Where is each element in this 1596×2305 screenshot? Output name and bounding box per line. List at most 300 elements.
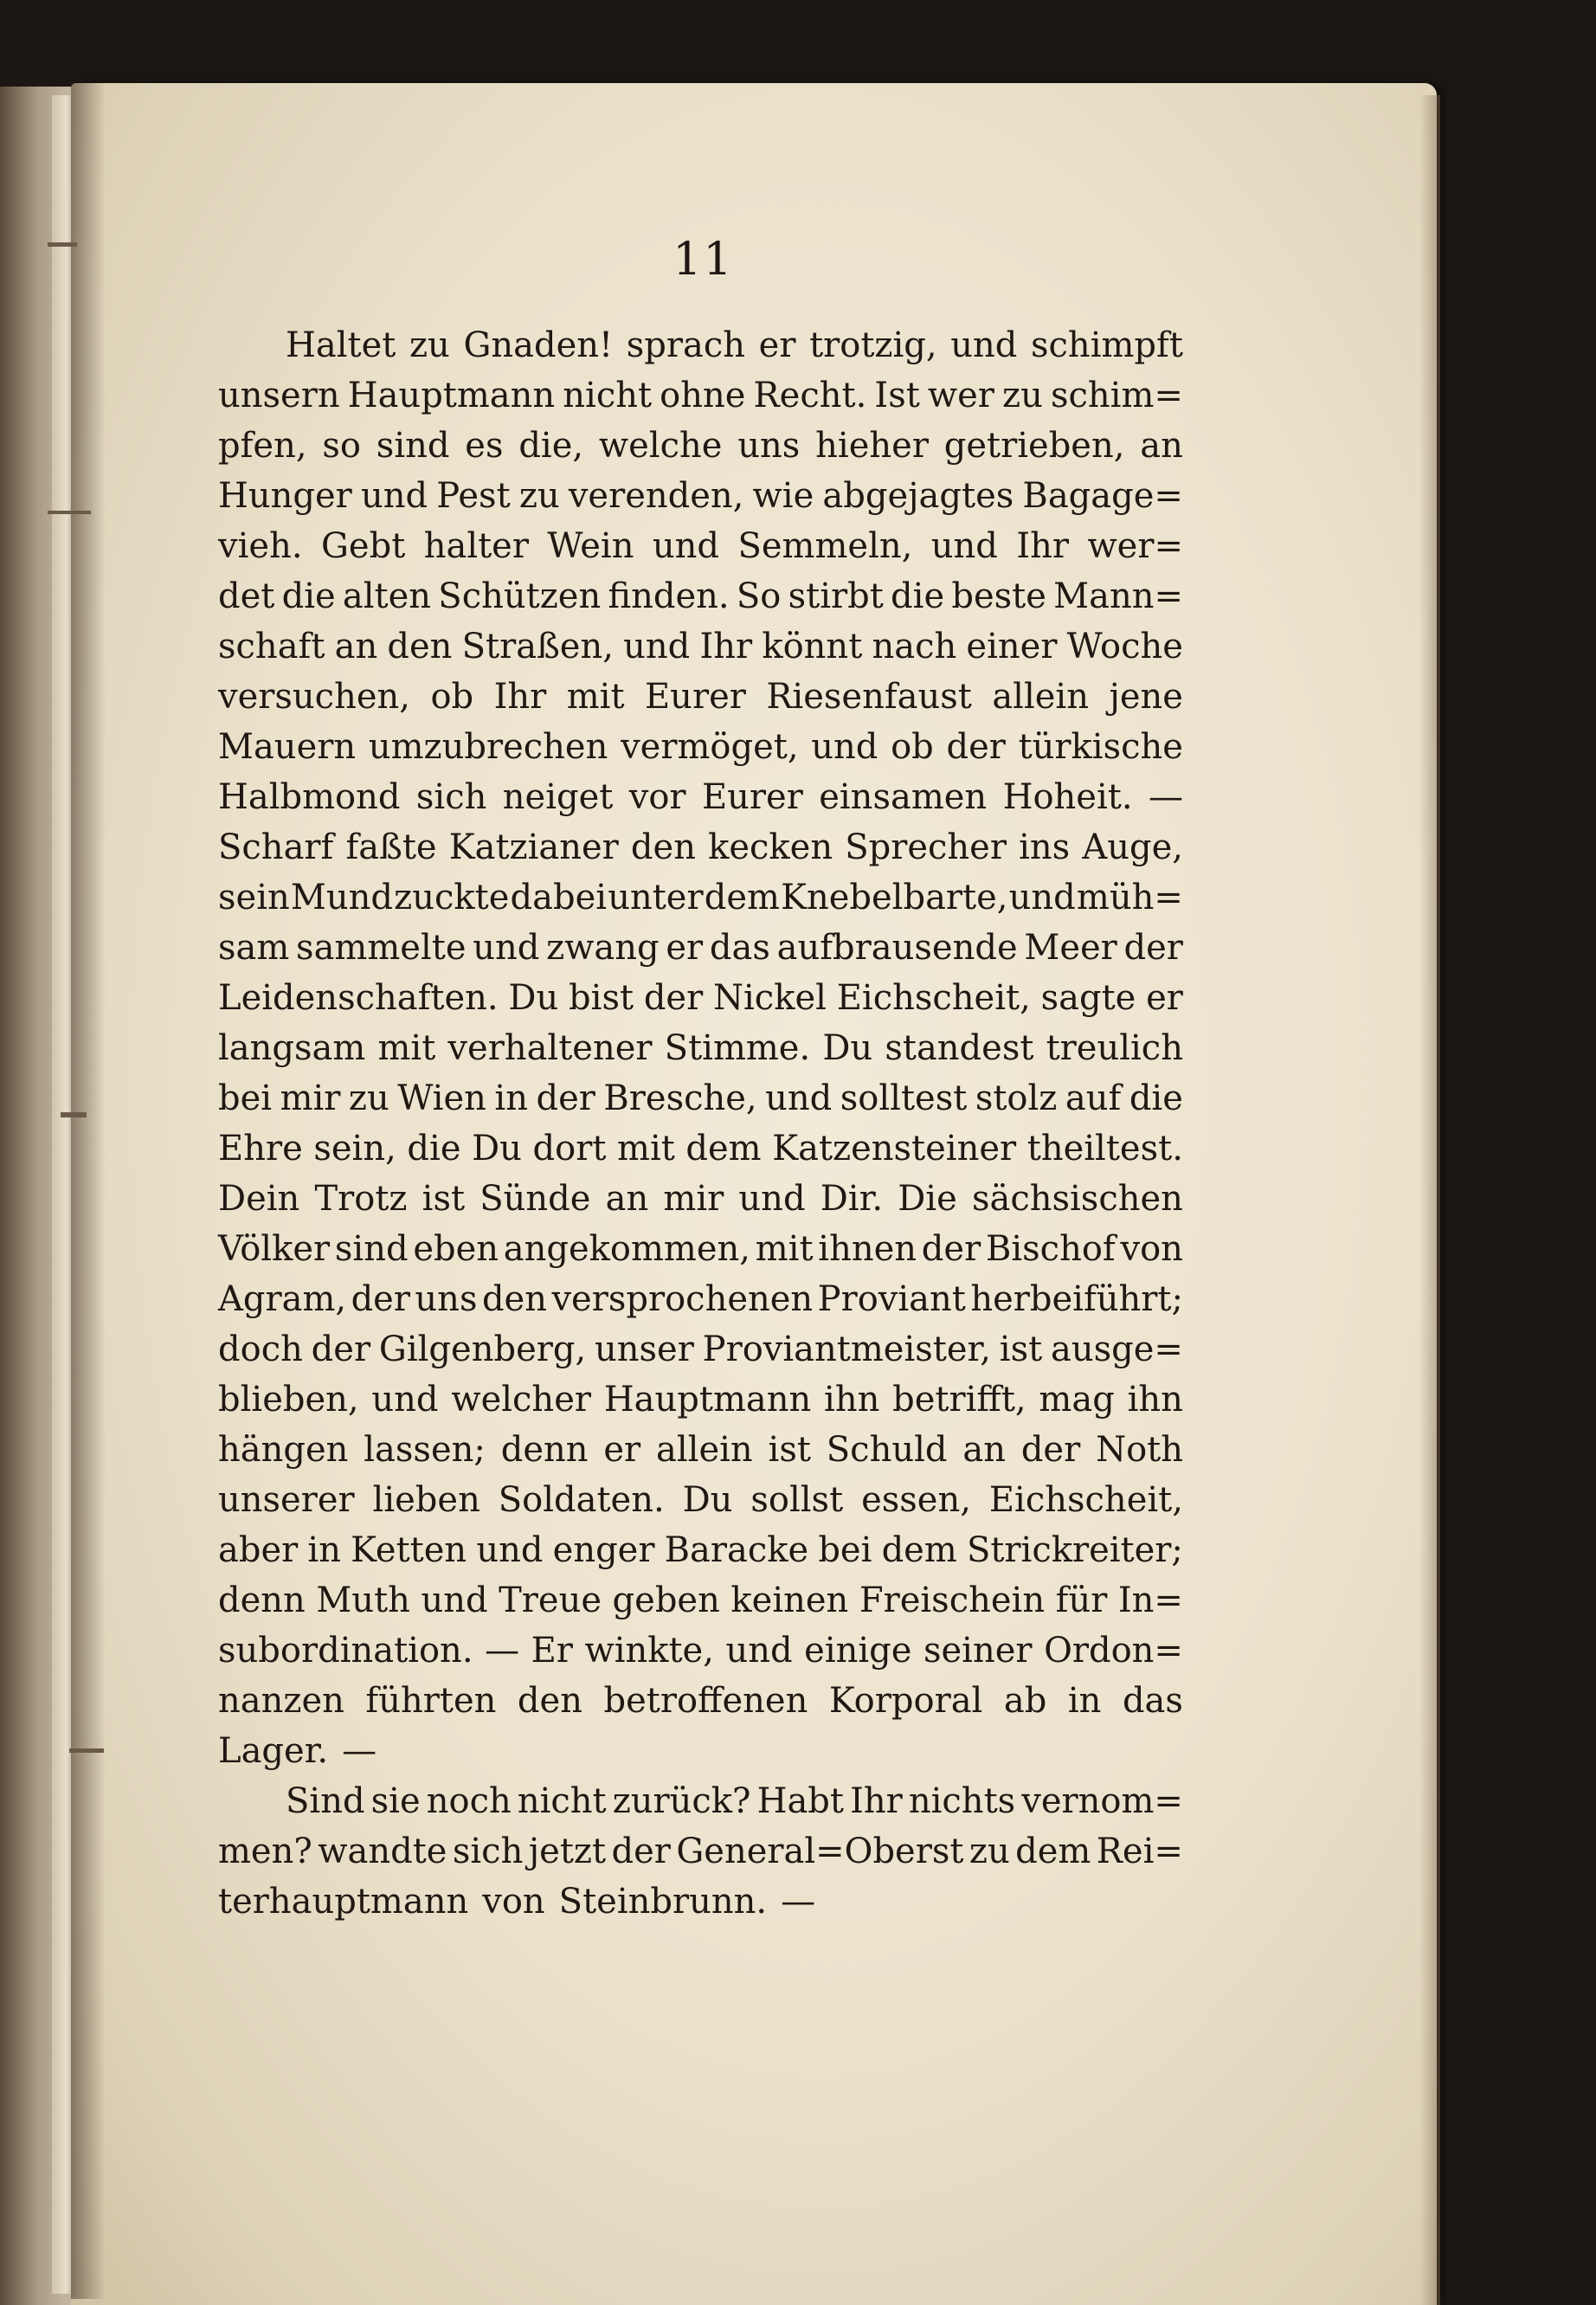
text-word: zuckte xyxy=(394,878,510,917)
text-word: er xyxy=(758,325,796,365)
text-word: sind xyxy=(376,426,450,466)
text-line xyxy=(218,1525,1183,1575)
text-word: mir xyxy=(280,1078,341,1118)
text-word: Gnaden! xyxy=(463,325,614,365)
text-word: der xyxy=(1020,1430,1081,1470)
text-word: unsern xyxy=(218,376,340,415)
text-word: — xyxy=(1148,777,1183,817)
text-word: ist xyxy=(422,1179,466,1219)
text-line xyxy=(218,571,1183,621)
text-word: hieher xyxy=(815,426,929,466)
text-word: an xyxy=(334,627,378,666)
text-word: jetzt xyxy=(528,1832,607,1871)
text-word: türkische xyxy=(1018,727,1183,767)
text-word: pfen, xyxy=(218,426,307,466)
text-word: von xyxy=(1120,1229,1183,1269)
text-word: vieh. xyxy=(218,526,303,566)
text-word: den xyxy=(630,827,696,867)
text-word: aufbrausende xyxy=(776,928,1018,968)
text-line xyxy=(218,1174,1183,1224)
text-line xyxy=(218,471,1183,521)
text-word: es xyxy=(465,426,504,466)
text-word: er xyxy=(666,928,704,968)
text-word: Woche xyxy=(1066,627,1183,666)
text-word: trotzig, xyxy=(809,325,937,365)
text-line xyxy=(218,722,1183,772)
text-word: einige xyxy=(804,1631,912,1671)
text-word: keinen xyxy=(730,1581,849,1620)
text-word: Bagage= xyxy=(1022,476,1183,516)
text-word: welcher xyxy=(451,1380,591,1420)
text-line xyxy=(218,772,1183,822)
text-word: noch xyxy=(426,1781,512,1821)
text-word: und xyxy=(360,476,428,516)
text-word: Muth xyxy=(316,1581,410,1620)
body-text xyxy=(218,320,1183,1927)
text-word: schim= xyxy=(1050,376,1183,415)
text-word: bei xyxy=(218,1078,273,1118)
text-word: ab xyxy=(1003,1681,1047,1721)
text-word: vermöget, xyxy=(621,727,799,767)
text-word: Dein xyxy=(218,1179,300,1219)
text-word: subordination. xyxy=(218,1631,473,1671)
text-word: Mauern xyxy=(218,727,357,767)
text-word: Habt xyxy=(756,1781,844,1821)
text-word: Schützen xyxy=(438,576,602,616)
text-word: Schuld xyxy=(826,1430,948,1470)
text-word: angekommen, xyxy=(503,1229,750,1269)
text-word: in xyxy=(494,1078,528,1118)
text-word: Trotz xyxy=(314,1179,408,1219)
text-word: er xyxy=(603,1430,641,1470)
text-word: vernom= xyxy=(1021,1781,1183,1821)
text-word: — xyxy=(485,1631,520,1671)
text-word: Ehre xyxy=(218,1129,303,1169)
text-word: und xyxy=(725,1631,793,1671)
text-word: Er xyxy=(531,1631,573,1671)
binding-thread-mark xyxy=(69,1748,104,1753)
text-word: unser xyxy=(595,1330,694,1369)
text-word: Halbmond xyxy=(218,777,401,817)
text-word: aber xyxy=(218,1530,299,1570)
text-word: Treue xyxy=(499,1581,602,1620)
text-word: sich xyxy=(452,1832,524,1871)
text-line xyxy=(218,822,1183,872)
text-word: winkte, xyxy=(584,1631,714,1671)
text-word: den xyxy=(517,1681,582,1721)
text-word: der xyxy=(643,978,704,1018)
text-line xyxy=(218,1626,1183,1676)
text-word: wandte xyxy=(318,1832,447,1871)
text-word: in xyxy=(307,1530,341,1570)
text-word: zu xyxy=(518,476,560,516)
text-word: in xyxy=(1067,1681,1102,1721)
text-word: neiget xyxy=(502,777,614,817)
text-word: der xyxy=(1123,928,1183,968)
text-word: der xyxy=(611,1832,671,1871)
text-word: unserer xyxy=(218,1480,355,1520)
text-word: wie xyxy=(752,476,814,516)
text-word: Sünde xyxy=(479,1179,591,1219)
text-word: und xyxy=(652,526,720,566)
text-line xyxy=(218,421,1183,471)
text-word: sprach xyxy=(626,325,746,365)
text-line xyxy=(218,1877,1183,1927)
text-word: Mann= xyxy=(1053,576,1183,616)
text-word: wer xyxy=(927,376,994,415)
text-word: zu xyxy=(409,325,450,365)
text-word: ins xyxy=(1019,827,1071,867)
text-line xyxy=(218,973,1183,1023)
text-word: versuchen, xyxy=(218,677,410,717)
text-line xyxy=(218,1776,1183,1826)
text-line xyxy=(218,1425,1183,1475)
text-word: Sind xyxy=(286,1781,365,1821)
spine-shadow xyxy=(71,83,106,2299)
text-word: Ihr xyxy=(1016,526,1070,566)
text-word: det xyxy=(218,576,275,616)
text-word: solltest xyxy=(840,1078,968,1118)
text-word: für xyxy=(1055,1581,1108,1620)
text-word: dem xyxy=(704,878,780,917)
text-word: alten xyxy=(342,576,432,616)
text-word: Knebelbarte, xyxy=(781,878,1008,917)
text-word: Bischof xyxy=(985,1229,1116,1269)
text-word: die xyxy=(281,576,336,616)
text-word: die, xyxy=(518,426,584,466)
text-word: Baracke xyxy=(664,1530,809,1570)
text-word: abgejagtes xyxy=(822,476,1014,516)
page-number: 11 xyxy=(673,234,734,286)
text-word: langsam xyxy=(218,1028,366,1068)
text-word: Proviantmeister, xyxy=(702,1330,991,1369)
text-word: Die xyxy=(898,1179,957,1219)
text-word: ihnen xyxy=(818,1229,917,1269)
text-word: ob xyxy=(430,677,474,717)
text-word: Riesenfaust xyxy=(766,677,972,717)
text-word: sein xyxy=(218,878,290,917)
text-word: die xyxy=(1129,1078,1183,1118)
text-word: der xyxy=(921,1229,981,1269)
text-word: sammelte xyxy=(296,928,467,968)
text-word: zurück? xyxy=(612,1781,751,1821)
text-word: allein xyxy=(992,677,1089,717)
text-word: lieben xyxy=(372,1480,480,1520)
text-word: schaft xyxy=(218,627,325,666)
text-word: stolz xyxy=(975,1078,1058,1118)
binding-thread-mark xyxy=(61,1112,87,1117)
text-word: Meer xyxy=(1024,928,1117,968)
text-word: blieben, xyxy=(218,1380,359,1420)
text-word: bist xyxy=(569,978,634,1018)
text-word: er xyxy=(1146,978,1183,1018)
text-word: und xyxy=(930,526,998,566)
text-word: einsamen xyxy=(819,777,988,817)
text-word: standest xyxy=(885,1028,1034,1068)
text-word: dem xyxy=(881,1530,957,1570)
text-word: ist xyxy=(999,1330,1043,1369)
text-word: Stimme. xyxy=(664,1028,811,1068)
text-line xyxy=(218,923,1183,973)
text-word: Ketten xyxy=(351,1530,467,1570)
binding-thread-mark xyxy=(48,511,91,514)
text-word: der xyxy=(536,1078,595,1118)
text-word: mit xyxy=(617,1129,675,1169)
text-word: mit xyxy=(377,1028,436,1068)
text-word: nicht xyxy=(517,1781,607,1821)
text-word: mag xyxy=(1039,1380,1115,1420)
text-word: umzubrechen xyxy=(368,727,608,767)
text-word: Ist xyxy=(874,376,920,415)
text-word: betroffenen xyxy=(603,1681,808,1721)
text-word: Straßen, xyxy=(461,627,614,666)
text-word: sächsischen xyxy=(971,1179,1183,1219)
text-word: sein, xyxy=(313,1129,396,1169)
text-word: — xyxy=(342,1731,377,1771)
text-word: Hauptmann xyxy=(603,1380,812,1420)
text-word: treulich xyxy=(1046,1028,1183,1068)
text-word: sagte xyxy=(1040,978,1136,1018)
text-word: Strickreiter; xyxy=(966,1530,1183,1570)
text-word: ohne xyxy=(660,376,746,415)
page-edge-shadow xyxy=(1419,95,1440,2305)
text-line xyxy=(218,370,1183,421)
text-word: eben xyxy=(413,1229,499,1269)
text-word: ausge= xyxy=(1051,1330,1183,1369)
text-word: Proviant xyxy=(817,1279,966,1319)
text-word: und xyxy=(811,727,878,767)
text-word: stirbt xyxy=(788,576,884,616)
text-word: Dir. xyxy=(820,1179,884,1219)
text-word: Du xyxy=(822,1028,873,1068)
text-word: an xyxy=(962,1430,1006,1470)
text-line xyxy=(218,1124,1183,1174)
text-word: an xyxy=(1140,426,1183,466)
text-word: das xyxy=(1122,1681,1183,1721)
text-word: verhaltener xyxy=(447,1028,653,1068)
text-word: an xyxy=(605,1179,649,1219)
text-word: finden. xyxy=(608,576,730,616)
text-line xyxy=(218,1826,1183,1877)
text-word: Völker xyxy=(218,1229,331,1269)
text-word: theiltest. xyxy=(1026,1129,1183,1169)
text-word: men? xyxy=(218,1832,312,1871)
text-word: sie xyxy=(370,1781,421,1821)
text-word: herbeiführt; xyxy=(970,1279,1183,1319)
text-word: Gilgenberg, xyxy=(378,1330,587,1369)
text-line xyxy=(218,1375,1183,1425)
text-word: das xyxy=(709,928,770,968)
text-line xyxy=(218,1575,1183,1626)
text-word: und xyxy=(1008,878,1076,917)
text-word: und xyxy=(473,928,540,968)
text-word: Hauptmann xyxy=(347,376,556,415)
text-word: allein xyxy=(656,1430,753,1470)
text-word: sind xyxy=(334,1229,409,1269)
text-word: Katzianer xyxy=(448,827,619,867)
text-word: In= xyxy=(1117,1581,1183,1620)
text-word: Mund xyxy=(290,878,393,917)
text-word: mit xyxy=(755,1229,814,1269)
text-word: faßte xyxy=(345,827,437,867)
text-word: welche xyxy=(598,426,723,466)
text-word: verenden, xyxy=(568,476,744,516)
text-line xyxy=(218,1224,1183,1274)
text-word: einer xyxy=(966,627,1058,666)
text-word: nanzen xyxy=(218,1681,344,1721)
text-word: nach xyxy=(872,627,957,666)
text-word: Rei= xyxy=(1096,1832,1183,1871)
text-word: könnt xyxy=(762,627,863,666)
text-word: Hoheit. xyxy=(1002,777,1133,817)
text-word: zu xyxy=(348,1078,389,1118)
text-word: Ordon= xyxy=(1044,1631,1183,1671)
text-word: Soldaten. xyxy=(498,1480,665,1520)
text-word: der xyxy=(946,727,1006,767)
text-line xyxy=(218,1324,1183,1375)
text-word: der xyxy=(311,1330,371,1369)
text-word: Ihr xyxy=(850,1781,903,1821)
text-word: Hunger xyxy=(218,476,352,516)
text-word: Wein xyxy=(547,526,634,566)
text-word: und xyxy=(765,1078,833,1118)
text-word: dabei xyxy=(510,878,608,917)
text-word: jene xyxy=(1109,677,1183,717)
text-word: — xyxy=(781,1882,816,1922)
text-word: Korporal xyxy=(828,1681,983,1721)
text-word: und xyxy=(476,1530,544,1570)
text-word: Gebt xyxy=(320,526,406,566)
text-word: Eurer xyxy=(701,777,803,817)
text-word: Leidenschaften. xyxy=(218,978,499,1018)
text-word: Nickel xyxy=(713,978,827,1018)
text-word: nicht xyxy=(563,376,653,415)
text-word: so xyxy=(322,426,361,466)
text-word: halter xyxy=(423,526,529,566)
text-word: zu xyxy=(1002,376,1043,415)
text-word: mir xyxy=(663,1179,724,1219)
text-word: Ihr xyxy=(699,627,753,666)
text-word: zu xyxy=(969,1832,1010,1871)
text-word: auf xyxy=(1065,1078,1122,1118)
text-word: nichts xyxy=(908,1781,1016,1821)
text-line xyxy=(218,320,1183,370)
text-word: lassen; xyxy=(364,1430,486,1470)
text-word: den xyxy=(481,1279,547,1319)
text-word: die xyxy=(407,1129,461,1169)
text-line xyxy=(218,1475,1183,1525)
text-word: wer= xyxy=(1087,526,1183,566)
text-word: dort xyxy=(532,1129,607,1169)
text-word: betrifft, xyxy=(892,1380,1026,1420)
text-word: Katzensteiner xyxy=(772,1129,1017,1169)
text-word: Steinbrunn. xyxy=(558,1882,768,1922)
text-word: und xyxy=(421,1581,488,1620)
text-line xyxy=(218,1023,1183,1073)
text-word: General=Oberst xyxy=(676,1832,964,1871)
text-word: Agram, xyxy=(218,1279,347,1319)
text-line xyxy=(218,521,1183,571)
text-word: Wien xyxy=(397,1078,486,1118)
text-word: uns xyxy=(737,426,801,466)
text-word: führten xyxy=(365,1681,497,1721)
text-word: dem xyxy=(1015,1832,1091,1871)
text-word: und xyxy=(623,627,691,666)
text-word: Freischein xyxy=(859,1581,1046,1620)
text-word: Bresche, xyxy=(603,1078,757,1118)
text-word: ihn xyxy=(824,1380,880,1420)
text-word: Eichscheit, xyxy=(988,1480,1183,1520)
text-word: Auge, xyxy=(1082,827,1183,867)
text-word: ist xyxy=(768,1430,811,1470)
text-word: vor xyxy=(628,777,686,817)
text-word: die xyxy=(891,576,945,616)
text-word: zwang xyxy=(546,928,660,968)
text-line xyxy=(218,1676,1183,1726)
text-word: Du xyxy=(682,1480,733,1520)
text-line xyxy=(218,621,1183,672)
text-word: Noth xyxy=(1096,1430,1183,1470)
text-word: schimpft xyxy=(1031,325,1183,365)
text-line xyxy=(218,1274,1183,1324)
text-word: von xyxy=(482,1882,545,1922)
text-word: enger xyxy=(552,1530,655,1570)
text-word: Eichscheit, xyxy=(836,978,1031,1018)
text-word: dem xyxy=(685,1129,762,1169)
text-word: kecken xyxy=(708,827,833,867)
text-word: der xyxy=(351,1279,410,1319)
text-word: getrieben, xyxy=(943,426,1125,466)
text-word: Recht. xyxy=(753,376,867,415)
text-word: sollst xyxy=(750,1480,844,1520)
text-line xyxy=(218,872,1183,923)
text-word: unter xyxy=(608,878,704,917)
text-word: doch xyxy=(218,1330,303,1369)
text-word: ihn xyxy=(1127,1380,1183,1420)
text-word: mit xyxy=(566,677,625,717)
text-word: müh= xyxy=(1076,878,1183,917)
text-word: Eurer xyxy=(644,677,746,717)
text-line xyxy=(218,1726,1183,1776)
text-word: essen, xyxy=(861,1480,971,1520)
text-word: und xyxy=(738,1179,806,1219)
text-word: versprochenen xyxy=(551,1279,814,1319)
text-word: denn xyxy=(218,1581,306,1620)
text-word: beste xyxy=(951,576,1046,616)
text-word: ob xyxy=(891,727,934,767)
text-word: Ihr xyxy=(493,677,547,717)
text-word: denn xyxy=(500,1430,589,1470)
text-word: Du xyxy=(508,978,559,1018)
text-line xyxy=(218,1073,1183,1124)
text-word: uns xyxy=(415,1279,478,1319)
text-word: Haltet xyxy=(286,325,396,365)
text-word: und xyxy=(950,325,1018,365)
text-word: sich xyxy=(415,777,487,817)
text-word: Sprecher xyxy=(845,827,1007,867)
text-word: Du xyxy=(472,1129,522,1169)
text-word: seiner xyxy=(923,1631,1033,1671)
text-line xyxy=(218,672,1183,722)
text-word: Lager. xyxy=(218,1731,329,1771)
text-word: Semmeln, xyxy=(737,526,913,566)
text-word: Scharf xyxy=(218,827,334,867)
text-word: So xyxy=(736,576,782,616)
text-word: Pest xyxy=(436,476,511,516)
text-word: sam xyxy=(218,928,290,968)
text-word: bei xyxy=(818,1530,872,1570)
text-word: den xyxy=(387,627,453,666)
